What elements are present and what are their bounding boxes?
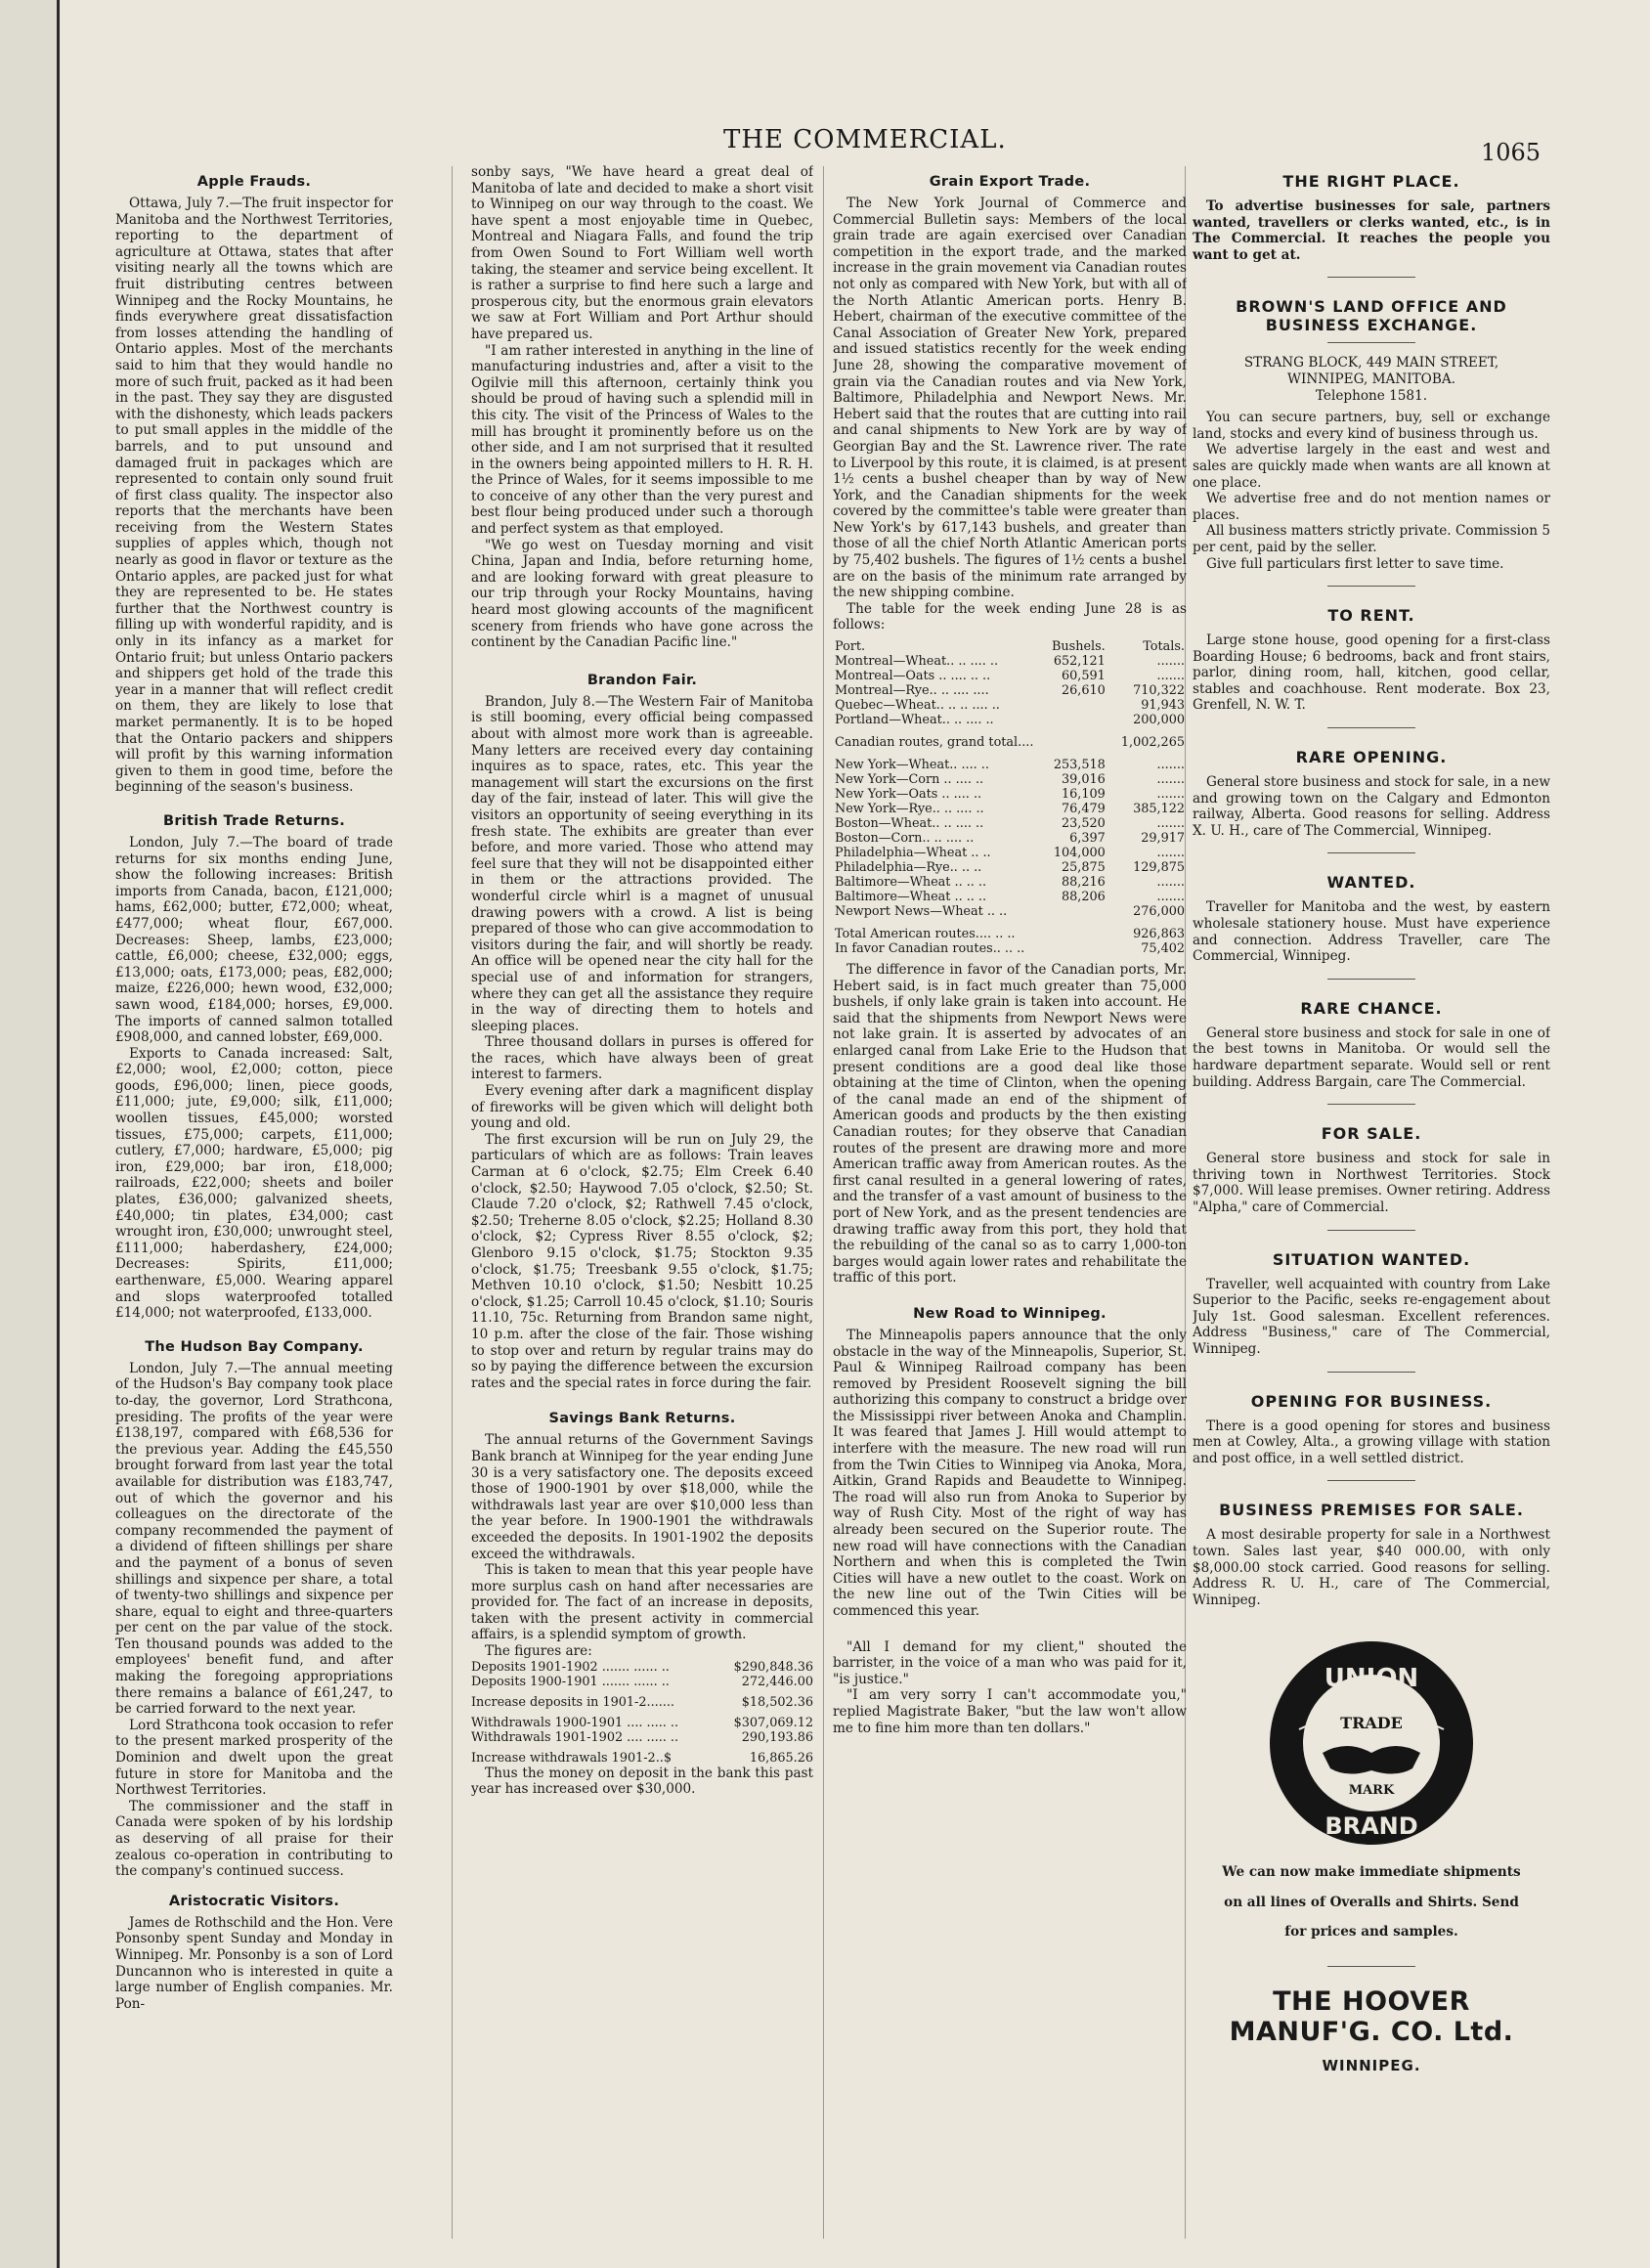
table-row: Montreal—Rye.. .. .... .... 26,610 710,322 [835,683,1185,699]
article-title: Brandon Fair. [586,672,698,688]
ad-body: A most desirable property for sale in a Northwest town. Sales last year, $40 000.00, with only $8,000.00 stock carried. Good reasons for selling. Address R. U. H., care of The Commercial, Winnipeg. [1193,1527,1550,1608]
article-body: "I am very sorry I can't accommodate you," replied Magistrate Baker, "but the law won't allow me to fine him more than ten dollars." [833,1687,1187,1736]
divider [1327,727,1415,728]
article-title: Aristocratic Visitors. [168,1893,340,1909]
article-body: London, July 7.—The annual meeting of the Hudson's Bay company took place to-day, the governor, Lord Strathcona, presiding. The profits of the year were £138,197, compared with £68,536 for the previous year. Adding the £45,550 brought forward from last year the total available for distribution was £183,747, out of which the governor and his colleagues on the directorate of the company recommended the payment of a dividend of fifteen shillings per share and the payment of a bonus of seven shillings and sixpence per share, a total of twenty-two shillings and sixpence per share, equal to eight and three-quarters per cent on the par value of the stock. Ten thousand pounds was added to the employees' benefit fund, and after making the foregoing appropriations there remains a balance of £61,247, to be carried forward to the next year. [115,1360,393,1718]
article-title: New Road to Winnipeg. [913,1305,1107,1322]
grain-table [833,639,1187,956]
divider [1327,1230,1415,1231]
ad-title: BROWN'S LAND OFFICE AND BUSINESS EXCHANGE. [1236,297,1507,335]
article-body: Every evening after dark a magnificent display of fireworks will be given which will delight both young and old. [471,1083,813,1132]
ad-title: WANTED. [1326,873,1416,893]
article-body: The annual returns of the Government Savings Bank branch at Winnipeg for the year ending June 30 is a very satisfactory one. The deposits exceed those of 1900-1901 by over $18,000, while the withdrawals last year are over $10,000 less than the year before. In 1900-1901 the withdrawals exceeded the deposits. In 1901-1902 the deposits exceed the withdrawals. [471,1432,813,1562]
article-title: Savings Bank Returns. [548,1411,736,1427]
table-row: Montreal—Oats .. .... .. .. 60,591 ....... [835,669,1185,684]
savings-figures [471,1660,813,1766]
article-body: James de Rothschild and the Hon. Vere Ponsonby spent Sunday and Monday in Winnipeg. Mr. Ponsonby is a son of Lord Duncannon who is interested in quite a large number of English companies. Mr. Pon- [115,1914,393,2012]
ad-title: SITUATION WANTED. [1272,1249,1471,1269]
running-head: THE COMMERCIAL. [723,125,1007,154]
article-body: Thus the money on deposit in the bank this past year has increased over $30,000. [471,1765,813,1798]
table-row: Philadelphia—Wheat .. .. 104,000 ....... [835,846,1185,861]
article-body: "We go west on Tuesday morning and visit China, Japan and India, before returning home, and are looking forward with great pleasure to our trip through your Rocky Mountains, having heard most glowing accounts of the magnificent scenery from friends who have gone across the continent by the Canadian Pacific line." [471,537,813,651]
article-body: The difference in favor of the Canadian ports, Mr. Hebert said, is in fact much greater than 75,000 bushels, if only lake grain is taken into account. He said that the shipments from Newport News were not lake grain. It is asserted by advocates of an enlarged canal from Lake Erie to the Hudson that present conditions are a good deal like those obtaining at the time of Clinton, when the opening of the canal made an end of the shipment of American goods and products by the then existing Canadian routes; for they observe that Canadian routes of the present are drawing more and more American traffic away from American routes. As the first canal resulted in a general lowering of rates, and the transfer of a vast amount of business to the port of New York, and as the present tendencies are drawing traffic away from this port, they hold that the rebuilding of the canal so as to carry 1,000-ton barges would again lower rates and rehabilitate the traffic of this port. [833,962,1187,1287]
table-row: New York—Corn .. .... .. 39,016 ....... [835,772,1185,788]
adjacent-page-edge [0,0,60,2268]
figure-row: Increase deposits in 1901-2....... $18,502.36 [471,1694,813,1710]
figure-row: Deposits 1900-1901 ....... ...... .. 272,446.00 [471,1674,813,1689]
figure-row: Deposits 1901-1902 ....... ...... .. $290,848.36 [471,1659,813,1675]
article-body: "All I demand for my client," shouted the barrister, in the voice of a man who was paid for it, "is justice." [833,1638,1187,1687]
article-title: British Trade Returns. [162,812,346,829]
divider [1327,852,1415,853]
table-row: Portland—Wheat.. .. .... .. 200,000 [835,713,1185,728]
divider [1327,1966,1415,1967]
ad-body: Large stone house, good opening for a first-class Boarding House; 6 bedrooms, back and front stairs, parlor, dining room, hall, kitchen, good cellar, stables and coachhouse. Rent moderate. Box 23, Grenfell, N. W. T. [1193,632,1550,714]
article-title: Apple Frauds. [196,174,312,190]
article-body: Exports to Canada increased: Salt, £2,000; wool, £2,000; cotton, piece goods, £96,000; linen, piece goods, £11,000; jute, £9,000; silk, £11,000; woollen tissues, £45,000; worsted tissues, £75,000; carpets, £11,000; cutlery, £7,000; hardware, £5,000; pig iron, £29,000; bar iron, £18,000; railroads, £22,000; sheets and boiler plates, £36,000; galvanized sheets, £40,000; tin plates, £34,000; cast wrought iron, £30,000; unwrought steel, £111,000; haberdashery, £24,000; Decreases: Spirits, £11,000; earthenware, £5,000. Wearing apparel and slops waterproofed totalled £14,000; not waterproofed, £133,000. [115,1045,393,1322]
article-body: "I am rather interested in anything in the line of manufacturing industries and, after a visit to the Ogilvie mill this afternoon, certainly think you should be proud of having such a splendid mill in this city. The visit of the Princess of Wales to the mill has brought it prominently before us on the other side, and I am not surprised that it resulted in the owners being appointed millers to H. R. H. the Prince of Wales, for it seems impossible to me to conceive of any other than the very purest and best flour being produced under such a thorough and perfect system as that employed. [471,342,813,538]
table-row: Philadelphia—Rye.. .. .. 25,875 129,875 [835,860,1185,876]
table-row: Boston—Wheat.. .. .... .. 23,520 ....... [835,816,1185,832]
ad-body: General store business and stock for sale, in a new and growing town on the Calgary and Edmonton railway, Alberta. Good reasons for selling. Address X. U. H., care of The Commercial, Winnipeg. [1193,774,1550,839]
ad-title: FOR SALE. [1321,1124,1422,1144]
divider [1327,1372,1415,1373]
column-4-ads [1193,164,1550,2266]
svg-text:MARK: MARK [1348,1783,1395,1799]
ad-title: OPENING FOR BUSINESS. [1250,1391,1493,1411]
column-3 [833,164,1187,2266]
ad-body: We advertise free and do not mention names or places. [1193,491,1550,523]
divider [1327,586,1415,587]
ad-phone: Telephone 1581. [1315,387,1428,404]
union-brand-seal-icon [1264,1636,1479,1851]
article-body: Brandon, July 8.—The Western Fair of Manitoba is still booming, every official being compassed about with almost more work than is agreeable. Many letters are received every day containing inquires as to space, rates, etc. This year the management will start the excursions on the first day of the fair, instead of later. This will give the visitors an opportunity of seeing everything in its fresh state. The exhibits are greater than ever before, and more varied. Those who attend may feel sure that they will not be disappointed either in them or the attractions provided. The wonderful circle whirl is a magnet of unusual drawing powers with a crowd. A list is being prepared of those who can give accommodation to visitors during the fair, and will shortly be ready. An office will be opened near the city hall for the special use of and information for strangers, where they can get all the assistance they require in the way of directing them to hotels and sleeping places. [471,693,813,1034]
article-title: The Hudson Bay Company. [145,1338,364,1355]
table-row: Montreal—Wheat.. .. .... .. 652,121 ....... [835,654,1185,670]
article-body: London, July 7.—The board of trade returns for six months ending June, show the following increases: British imports from Canada, bacon, £121,000; hams, £62,000; butter, £72,000; wheat, £477,000; wheat flour, £67,000. Decreases: Sheep, lambs, £23,000; cattle, £6,000; cheese, £32,000; eggs, £13,000; oats, £173,000; peas, £82,000; maize, £226,000; hewn wood, £32,000; sawn wood, £184,000; horses, £9,000. The imports of canned salmon totalled £908,000, and canned lobster, £69,000. [115,834,393,1046]
ad-body: We advertise largely in the east and west and sales are quickly made when wants are all known at one place. [1193,442,1550,491]
svg-text:UNION: UNION [1324,1664,1419,1694]
column-rule [823,166,824,2239]
svg-text:BRAND: BRAND [1324,1812,1418,1841]
ad-body: for prices and samples. [1284,1924,1458,1941]
table-row: Boston—Corn.. .. .... .. 6,397 29,917 [835,831,1185,847]
article-body: This is taken to mean that this year people have more surplus cash on hand after necessaries are provided for. The fact of an increase in deposits, taken with the present activity in commercial affairs, is a splendid symptom of growth. [471,1562,813,1643]
figure-row: Withdrawals 1900-1901 .... ..... .. $307,069.12 [471,1715,813,1730]
article-body: Three thousand dollars in purses is offered for the races, which have always been of great interest to farmers. [471,1034,813,1083]
divider [1327,277,1415,278]
ad-title: TO RENT. [1327,606,1415,626]
ad-body: General store business and stock for sale in one of the best towns in Manitoba. Or would sell the hardware department separate. Would sell or rent building. Address Bargain, care The Commercial. [1193,1025,1550,1090]
ad-body: Traveller for Manitoba and the west, by eastern wholesale stationery house. Must have experience and connection. Address Traveller, care The Commercial, Winnipeg. [1193,899,1550,965]
svg-text:TRADE: TRADE [1340,1714,1403,1733]
ad-address: WINNIPEG, MANITOBA. [1287,371,1455,387]
article-body: The first excursion will be run on July 29, the particulars of which are as follows: Train leaves Carman at 6 o'clock, $2.75; Elm Creek 6.40 o'clock, $2.50; Haywood 7.05 o'clock, $2.50; St. Claude 7.20 o'clock, $2; Rathwell 7.45 o'clock, $2.50; Treherne 8.05 o'clock, $2.25; Holland 8.30 o'clock, $2; Cypress River 8.55 o'clock, $2; Glenboro 9.15 o'clock, $1.75; Stockton 9.35 o'clock, $1.75; Treesbank 9.55 o'clock, $1.75; Methven 10.10 o'clock, $1.50; Nesbitt 10.25 o'clock, $1.25; Carroll 10.45 o'clock, $1.10; Souris 11.10, 75c. Returning from Brandon same night, 10 p.m. after the close of the fair. Those wishing to stop over and return by regular trains may do so by paying the difference between the excursion rates and the special rates in force during the fair. [471,1131,813,1391]
article-body: The commissioner and the staff in Canada were spoken of by his lordship as deserving of all praise for their zealous co-operation in contributing to the company's continued success. [115,1798,393,1880]
advertiser-name: THE HOOVER MANUF'G. CO. Ltd. [1229,1986,1514,2048]
divider [1327,342,1415,343]
article-body: The figures are: [485,1643,592,1660]
column-2 [471,164,813,2266]
ad-body: You can secure partners, buy, sell or exchange land, stocks and every kind of business through us. [1193,410,1550,442]
table-row: Baltimore—Wheat .. .. .. 88,216 ....... [835,875,1185,891]
figure-row: Withdrawals 1901-1902 .... ..... .. 290,193.86 [471,1729,813,1745]
ad-title: RARE CHANCE. [1300,998,1443,1018]
table-row: Quebec—Wheat.. .. .. .... .. 91,943 [835,698,1185,714]
table-total-row: In favor Canadian routes.. .. .. 75,402 [835,941,1185,957]
article-body: Ottawa, July 7.—The fruit inspector for Manitoba and the Northwest Territories, reporting to the department of agriculture at Ottawa, states that after visiting nearly all the towns which are fruit distributing centres between Winnipeg and the Rocky Mountains, he finds everywhere great dissatisfaction from losses attending the handling of Ontario apples. Most of the merchants said to him that they would handle no more of such fruit, packed as it had been in the past. They say they are disgusted with the dishonesty, which leads packers to put small apples in the middle of the barrels, and to put unsound and damaged fruit in packages which are represented to contain only sound fruit of first class quality. The inspector also reports that the merchants have been receiving from the Western States supplies of apples which, though not nearly as good in flavor or texture as the Ontario apples, are packed just for what they are represented to be. He states further that the Northwest country is filling up with wonderful rapidity, and is only in its infancy as a market for Ontario fruit; but unless Ontario packers and shippers get hold of the trade this year in a manner that will reflect credit on them, they are likely to lose that market permanently. It is to be hoped that the Ontario packers and shippers will profit by this warning information given to them in good time, before the beginning of the season's business. [115,196,393,796]
union-trade-mark-logo [1264,1636,1479,1851]
article-body: sonby says, "We have heard a great deal of Manitoba of late and decided to make a short visit to Winnipeg on our way through to the coast. We have spent a most enjoyable time in Quebec, Montreal and Niagara Falls, and found the trip from Owen Sound to Fort William well worth taking, the steamer and service being excellent. It is rather a surprise to find here such a large and prosperous city, but the enormous grain elevators we saw at Fort William and Port Arthur should have prepared us. [471,164,813,342]
ad-body: We can now make immediate shipments [1222,1864,1521,1881]
ad-body: on all lines of Overalls and Shirts. Send [1224,1894,1519,1910]
article-body: The New York Journal of Commerce and Commercial Bulletin says: Members of the local grain trade are again exercised over Canadian competition in the export trade, and the marked increase in the grain movement via Canadian routes not only as compared with New York, but with all of the North Atlantic American ports. Henry B. Hebert, chairman of the executive committee of the Canal Association of Greater New York, prepared and issued statistics recently for the week ending June 28, showing the comparative movement of grain via the Canadian routes and via New York, Baltimore, Philadelphia and Newport News. Mr. Hebert said that the routes that are cutting into rail and canal shipments to New York are by way of Georgian Bay and the St. Lawrence river. The rate to Liverpool by this route, it is claimed, is at present 1½ cents a bushel cheaper than by way of New York, and the Canadian shipments for the week covered by the committee's table were greater than New York's by 617,143 bushels, and greater than those of all the chief North Atlantic American ports by 75,402 bushels. The figures of 1½ cents a bushel are on the basis of the minimum rate arranged by the new shipping combine. [833,196,1187,601]
table-row: New York—Wheat.. .... .. 253,518 ....... [835,758,1185,773]
table-row: New York—Rye.. .. .... .. 76,479 385,122 [835,802,1185,817]
ad-address: STRANG BLOCK, 449 MAIN STREET, [1243,355,1499,371]
table-total-row: Total American routes.... .. .. 926,863 [835,927,1185,942]
table-total-row: Canadian routes, grand total.... 1,002,265 [835,735,1185,751]
ad-body: Traveller, well acquainted with country from Lake Superior to the Pacific, seeks re-engagement about July 1st. Good salesman. Excellent references. Address "Business," care of The Commercial, Winnipeg. [1193,1276,1550,1357]
article-body: Lord Strathcona took occasion to refer to the present marked prosperity of the Dominion and dwelt upon the great future in store for Manitoba and the Northwest Territories. [115,1717,393,1799]
column-1 [115,164,393,2266]
page-number: 1065 [1481,139,1541,166]
article-title: Grain Export Trade. [929,174,1091,190]
divider [1327,1104,1415,1105]
divider [1327,1480,1415,1481]
article-body: The table for the week ending June 28 is as follows: [833,600,1187,633]
ad-body: General store business and stock for sale in thriving town in Northwest Territories. Stock $7,000. Will lease premises. Owner retiring. Address "Alpha," care of Commercial. [1193,1151,1550,1215]
figure-row: Increase withdrawals 1901-2..$ 16,865.26 [471,1750,813,1766]
table-row: New York—Oats .. .... .. 16,109 ....... [835,787,1185,803]
column-rule [452,166,453,2239]
divider [1327,979,1415,980]
ad-title: THE RIGHT PLACE. [1282,172,1460,191]
ad-body: All business matters strictly private. Commission 5 per cent, paid by the seller. [1193,523,1550,555]
ad-body: Give full particulars first letter to save time. [1206,555,1504,572]
table-header: Port. Bushels. Totals. [835,639,1185,655]
ad-body: To advertise businesses for sale, partners wanted, travellers or clerks wanted, etc., is in The Commercial. It reaches the people you want to get at. [1193,198,1550,263]
advertiser-city: WINNIPEG. [1322,2057,1421,2075]
table-row: Newport News—Wheat .. .. 276,000 [835,904,1185,920]
table-row: Baltimore—Wheat .. .. .. 88,206 ....... [835,890,1185,905]
article-body: The Minneapolis papers announce that the only obstacle in the way of the Minneapolis, Superior, St. Paul & Winnipeg Railroad company has been removed by President Roosevelt signing the bill authorizing this company to construct a bridge over the Mississippi river between Anoka and Champlin. It was feared that James J. Hill would attempt to interfere with the measure. The new road will run from the Twin Cities to Winnipeg via Anoka, Mora, Aitkin, Grand Rapids and Beaudette to Winnipeg. The road will also run from Anoka to Superior by way of Rush City. Most of the right of way has already been secured on the Superior route. The new road will have connections with the Canadian Northern and when this is completed the Twin Cities will have a new outlet to the coast. Work on the new line out of the Twin Cities will be commenced this year. [833,1327,1187,1619]
ad-body: There is a good opening for stores and business men at Cowley, Alta., a growing village with station and post office, in a well settled district. [1193,1418,1550,1466]
ad-title: BUSINESS PREMISES FOR SALE. [1219,1501,1524,1520]
ad-title: RARE OPENING. [1295,748,1448,767]
